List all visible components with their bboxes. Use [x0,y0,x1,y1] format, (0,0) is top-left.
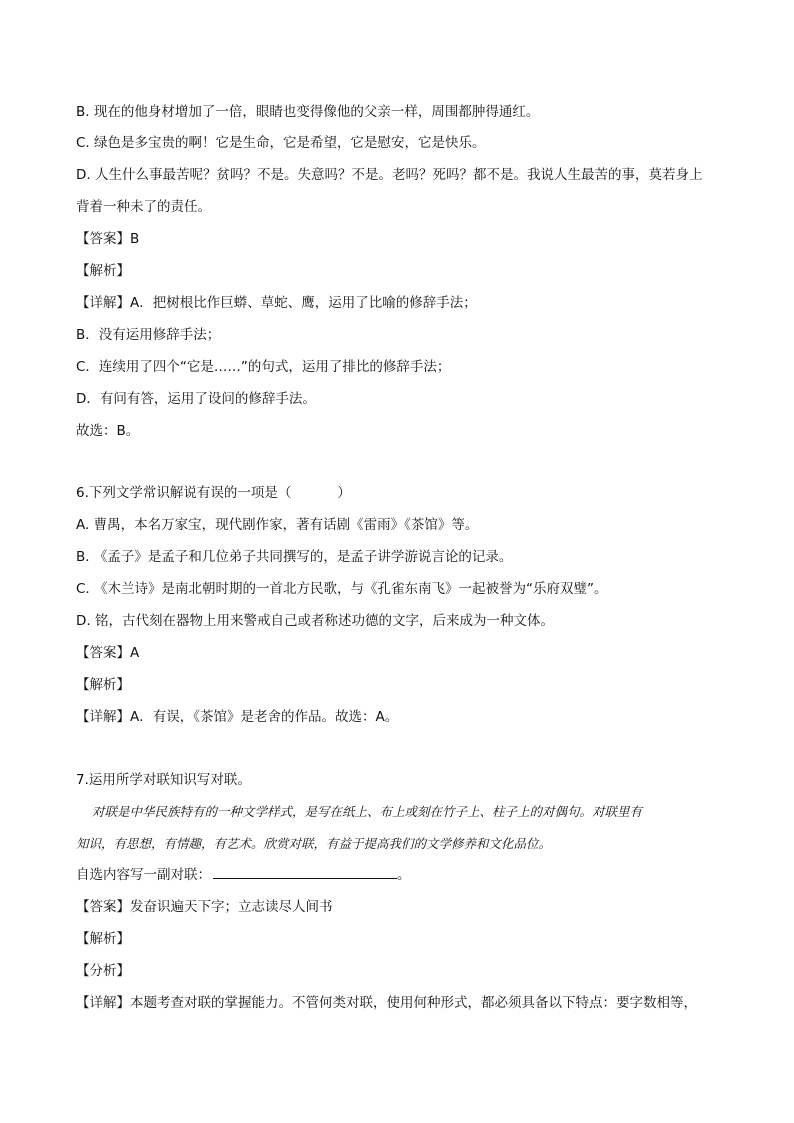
answer-tag: 【答案】 [76,899,130,915]
q7-analysis-tag: 【解析】 [76,931,130,947]
q7-stem: 7.运用所学对联知识写对联。 [76,772,251,788]
q6-option-b: B. 《孟子》是孟子和几位弟子共同撰写的，是孟子讲学游说言论的记录。 [76,549,513,565]
q6-option-c: C. 《木兰诗》是南北朝时期的一首北方民歌，与《孔雀东南飞》一起被誉为“乐府双璧”。 [76,581,608,597]
answer-tag: 【答案】 [76,231,130,247]
q5-detail-a: A．把树根比作巨蟒、草蛇、鹰，运用了比喻的修辞手法； [130,295,477,311]
answer-tag: 【答案】 [76,645,130,661]
q5-answer-row [76,230,139,248]
q6-stem [76,484,351,502]
q6-stem-text: 6.下列文学常识解说有误的一项是（ [76,485,292,501]
q7-prompt-row [76,866,411,884]
q6-detail: A．有误，《茶馆》是老舍的作品。故选：A。 [130,709,399,725]
q7-passage-line1: 对联是中华民族特有的一种文学样式，是写在纸上、布上或刻在竹子上、柱子上的对偶句。对联里有 [92,804,643,819]
q7-answer-row [76,898,333,916]
q6-detail-row [76,708,398,726]
q7-passage-line2: 知识，有思想，有情趣，有艺术。欣赏对联，有益于提高我们的文学修养和文化品位。 [76,836,552,851]
q7-analysis2-tag: 【分析】 [76,963,130,979]
q5-choose: 故选：B。 [76,423,140,439]
q6-option-a: A. 曹禺，本名万家宝，现代剧作家，著有话剧《雷雨》《茶馆》等。 [76,517,479,533]
q5-option-c: C. 绿色是多宝贵的啊！它是生命，它是希望，它是慰安，它是快乐。 [76,135,486,151]
detail-tag: 【详解】 [76,709,130,725]
q6-stem-close: ） [337,485,351,501]
q5-detail-d: D．有问有答，运用了设问的修辞手法。 [76,391,316,407]
q7-detail-row [76,994,697,1012]
q5-detail-c: C．连续用了四个“它是……”的句式，运用了排比的修辞手法； [76,359,451,375]
answer-blank-line [213,866,397,879]
q5-analysis-tag: 【解析】 [76,263,130,279]
q7-prompt-end: 。 [397,867,411,883]
q6-analysis-tag: 【解析】 [76,677,130,693]
q5-option-d-line1: D. 人生什么事最苦呢？贫吗？不是。失意吗？不是。老吗？死吗？都不是。我说人生最苦的事，莫若身上 [76,167,703,183]
q5-detail-a-row [76,294,477,312]
q7-detail: 本题考查对联的掌握能力。不管何类对联，使用何种形式，都必须具备以下特点：要字数相等， [130,995,697,1011]
q5-option-b: B. 现在的他身材增加了一倍，眼睛也变得像他的父亲一样，周围都肿得通红。 [76,104,540,120]
detail-tag: 【详解】 [76,995,130,1011]
q5-option-d-line2: 背着一种未了的责任。 [76,199,211,215]
q5-detail-b: B．没有运用修辞手法； [76,327,221,343]
q5-answer: B [130,231,140,247]
q6-answer-row [76,644,139,662]
q6-option-d: D. 铭，古代刻在器物上用来警戒自己或者称述功德的文字，后来成为一种文体。 [76,613,554,629]
q7-prompt: 自选内容写一副对联： [76,867,211,883]
q7-answer: 发奋识遍天下字；立志读尽人间书 [130,899,333,915]
q6-answer: A [130,645,140,661]
detail-tag: 【详解】 [76,295,130,311]
